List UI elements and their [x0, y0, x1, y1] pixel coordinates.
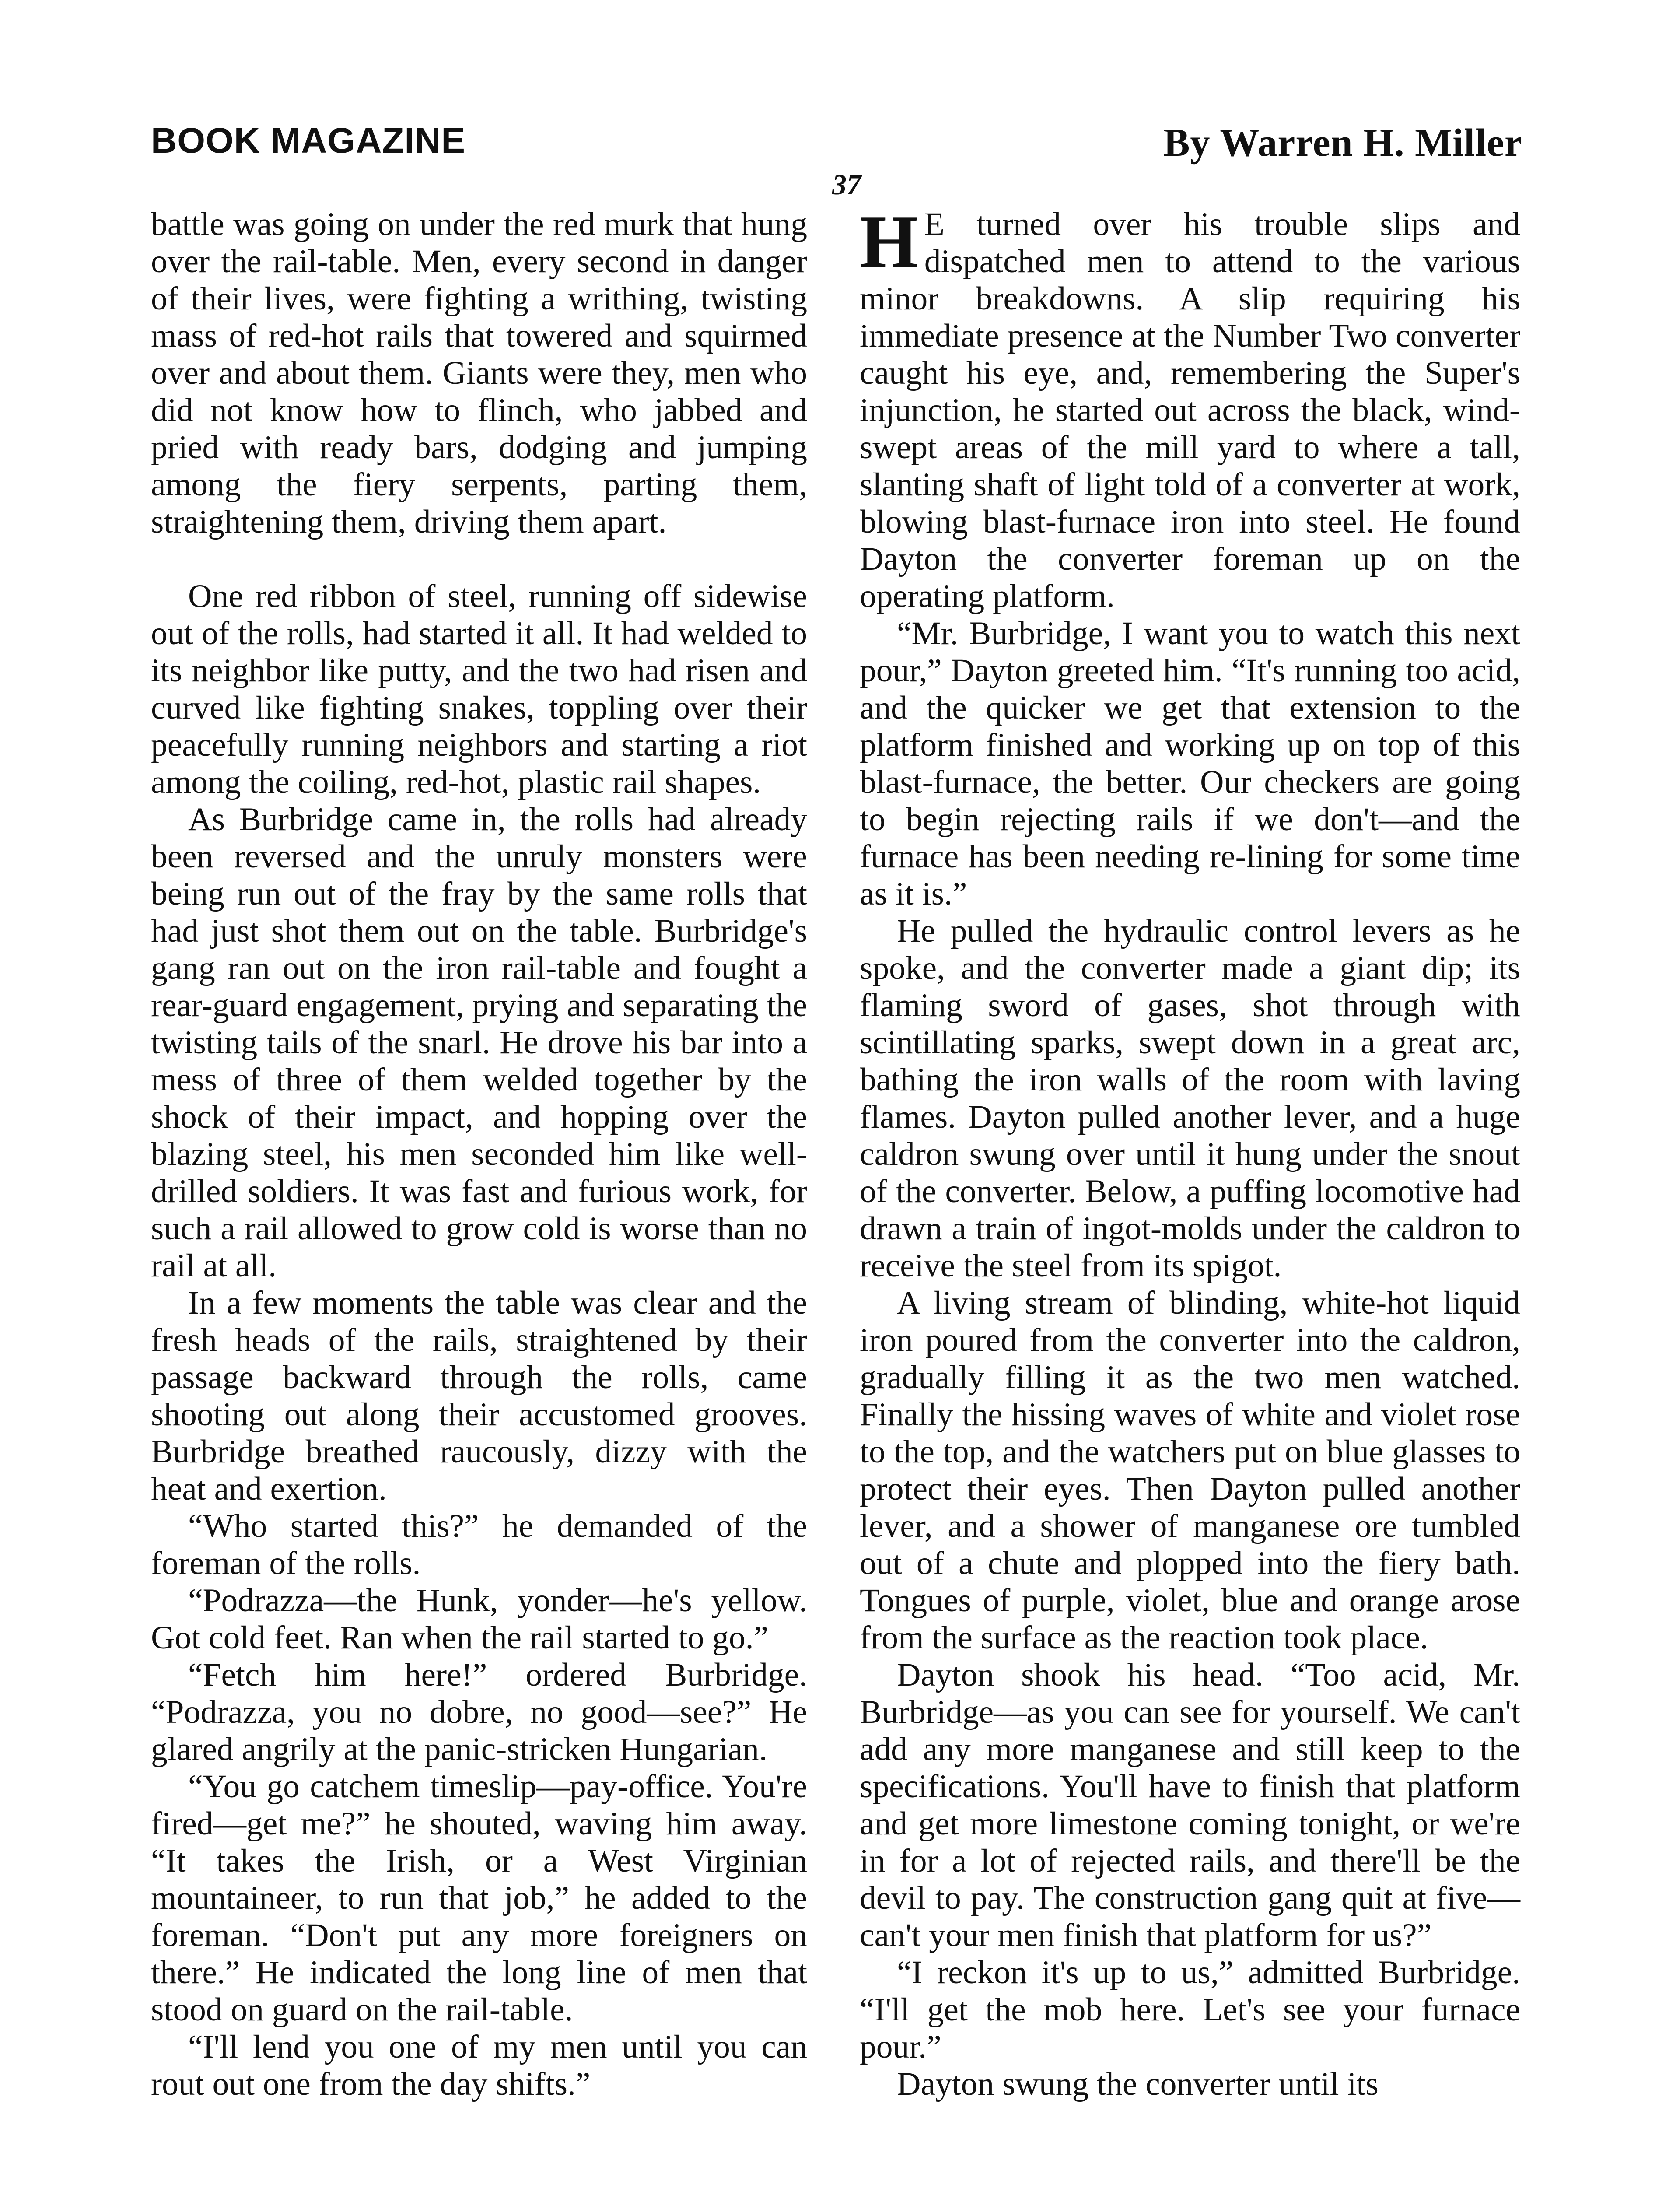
- paragraph: As Burbridge came in, the rolls had already been reversed and the unruly monsters were being run out of the fray by the same rolls that had just shot them out on the table. Burbridge's gang ran out on the iron rail-table and fought a rear-guard engagement, prying and separating the twisting tails of the snarl. He drove his bar into a mess of three of them welded together by the shock of their impact, and hopping over the blazing steel, his men seconded him like well-drilled soldiers. It was fast and furious work, for such a rail allowed to grow cold is worse than no rail at all.: [151, 801, 807, 1284]
- paragraph: He pulled the hydraulic control levers as he spoke, and the converter made a giant dip; its flaming sword of gases, shot through with scintillating sparks, swept down in a great arc, bathing the iron walls of the room with laving flames. Dayton pulled another lever, and a huge caldron swung over until it hung under the snout of the converter. Below, a puffing locomotive had drawn a train of ingot-molds under the caldron to receive the steel from its spigot.: [860, 913, 1520, 1284]
- paragraph: One red ribbon of steel, running off sidewise out of the rolls, had started it all. It had welded to its neighbor like putty, and the two had risen and curved like fighting snakes, toppling over their peacefully running neighbors and starting a riot among the coiling, red-hot, plastic rail shapes.: [151, 578, 807, 800]
- paragraph: “You go catchem timeslip—pay-office. You're fired—get me?” he shouted, waving him away. “It takes the Irish, or a West Virginian mountaineer, to run that job,” he added to the foreman. “Don't put any more foreigners on there.” He indicated the long line of men that stood on guard on the rail-table.: [151, 1768, 807, 2028]
- drop-cap: H: [860, 200, 918, 284]
- paragraph: “Podrazza—the Hunk, yonder—he's yellow. Got cold feet. Ran when the rail started to go.”: [151, 1582, 807, 1656]
- paragraph: battle was going on under the red murk that hung over the rail-table. Men, every second in danger of their lives, were fighting a writhing, twisting mass of red-hot rails that towered and squirmed over and about them. Giants were they, men who did not know how to flinch, who jabbed and pried with ready bars, dodging and jumping among the fiery serpents, parting them, straightening them, driving them apart.: [151, 206, 807, 540]
- paragraph: “I reckon it's up to us,” admitted Burbridge. “I'll get the mob here. Let's see your furnace pour.”: [860, 1954, 1520, 2065]
- left-column: [151, 206, 807, 2103]
- paragraph: In a few moments the table was clear and the fresh heads of the rails, straightened by their passage backward through the rolls, came shooting out along their accustomed grooves. Burbridge breathed raucously, dizzy with the heat and exertion.: [151, 1285, 807, 1507]
- paragraph: “Mr. Burbridge, I want you to watch this next pour,” Dayton greeted him. “It's running too acid, and the quicker we get that extension to the platform finished and working up on top of this blast-furnace, the better. Our checkers are going to begin rejecting rails if we don't—and the furnace has been needing re-lining for some time as it is.”: [860, 615, 1520, 912]
- paragraph: Dayton shook his head. “Too acid, Mr. Burbridge—as you can see for yourself. We can't add any more manganese and still keep to the specifications. You'll have to finish that platform and get more limestone coming tonight, or we're in for a lot of rejected rails, and there'll be the devil to pay. The construction gang quit at five—can't your men finish that platform for us?”: [860, 1657, 1520, 1953]
- opening-paragraph-text: E turned over his trouble slips and dispatched men to attend to the various minor breakdowns. A slip requiring his immediate presence at the Number Two converter caught his eye, and, remembering the Super's injunction, he started out across the black, wind-swept areas of the mill yard to where a tall, slanting shaft of light told of a converter at work, blowing blast-furnace iron into steel. He found Dayton the converter foreman up on the operating platform.: [860, 206, 1520, 614]
- opening-paragraph: [860, 200, 1520, 615]
- paragraph: Dayton swung the converter until its: [897, 2066, 1379, 2102]
- right-column: [860, 200, 1520, 2103]
- paragraph: “Fetch him here!” ordered Burbridge. “Podrazza, you no dobre, no good—see?” He glared angrily at the panic-stricken Hungarian.: [151, 1657, 807, 1767]
- paragraph: A living stream of blinding, white-hot liquid iron poured from the converter into the caldron, gradually filling it as the two men watched. Finally the hissing waves of white and violet rose to the top, and the watchers put on blue glasses to protect their eyes. Then Dayton pulled another lever, and a shower of manganese ore tumbled out of a chute and plopped into the fiery bath. Tongues of purple, violet, blue and orange arose from the surface as the reaction took place.: [860, 1285, 1520, 1656]
- paragraph: “Who started this?” he demanded of the foreman of the rolls.: [151, 1508, 807, 1581]
- running-head-author: By Warren H. Miller: [1163, 121, 1522, 165]
- paragraph: “I'll lend you one of my men until you can rout out one from the day shifts.”: [151, 2029, 807, 2102]
- page-number: 37: [832, 169, 861, 201]
- running-head-magazine: BOOK MAGAZINE: [151, 121, 466, 161]
